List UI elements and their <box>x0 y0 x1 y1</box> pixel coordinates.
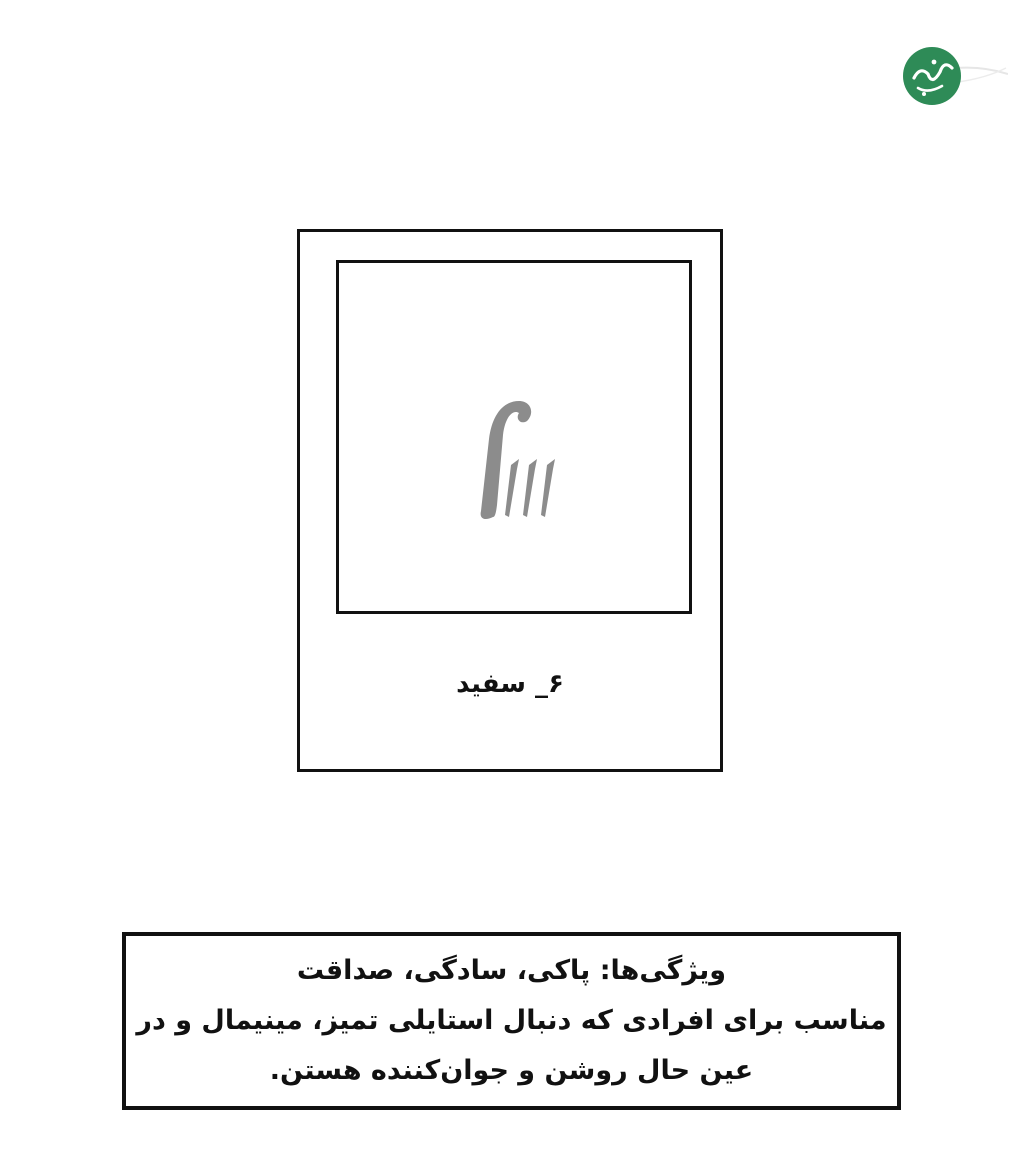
swatch-label: ۶_ سفید <box>456 669 564 699</box>
khabarfori-logo <box>898 38 1008 114</box>
logo-icon <box>898 38 1008 114</box>
description-box <box>122 932 901 1110</box>
description-suitability-line-1: مناسب برای افرادی که دنبال استایلی تمیز، مینیمال و در <box>136 1005 887 1036</box>
color-swatch-square <box>336 260 692 614</box>
brand-monogram-icon <box>475 399 555 525</box>
description-suitability-line-2: عین حال روشن و جوان‌کننده هستن. <box>269 1055 754 1086</box>
color-swatch-card <box>297 229 723 772</box>
description-features: ویژگی‌ها: پاکی، سادگی، صداقت <box>296 955 727 986</box>
